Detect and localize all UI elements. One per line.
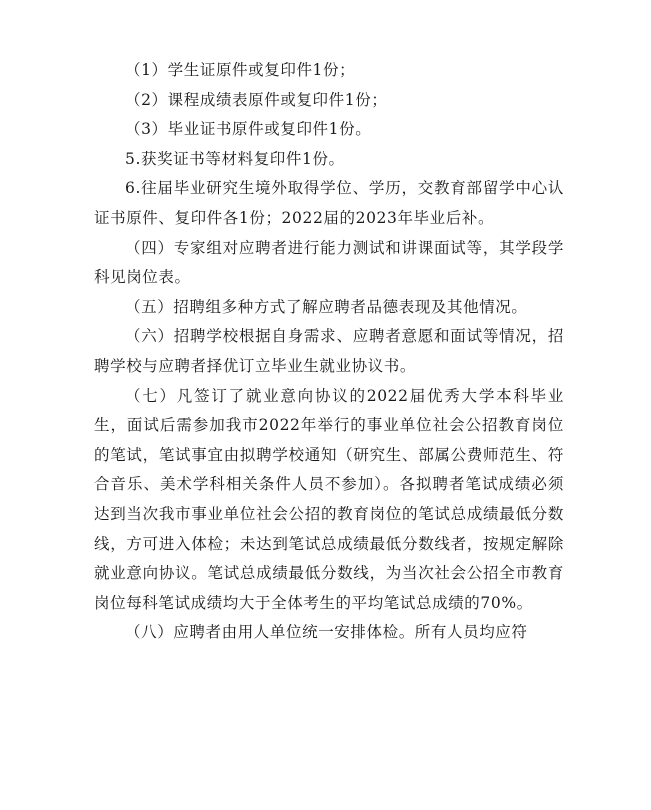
paragraph-section-6: （六）招聘学校根据自身需求、应聘者意愿和面试等情况，招聘学校与应聘者择优订立毕业生就业协议书。 (94, 327, 564, 375)
paragraph-section-8: （八）应聘者由用人单位统一安排体检。所有人员均应符 (125, 623, 528, 642)
document-page (94, 56, 564, 648)
paragraph-item-1: （1）学生证原件或复印件1份； (125, 61, 356, 79)
paragraph-section-5: （五）招聘组多种方式了解应聘者品德表现及其他情况。 (125, 297, 528, 316)
paragraph-item-6: 6.往届毕业研究生境外取得学位、学历，交教育部留学中心认证书原件、复印件各1份；2022届的2023年毕业后补。 (94, 179, 564, 227)
paragraph-item-5: 5.获奖证书等材料复印件1份。 (125, 149, 345, 168)
paragraph-section-4: （四）专家组对应聘者进行能力测试和讲课面试等，其学段学科见岗位表。 (94, 238, 564, 287)
paragraph-section-7: （七）凡签订了就业意向协议的2022届优秀大学本科毕业生，面试后需参加我市2022年举行的事业单位社会公招教育岗位的笔试，笔试事宜由拟聘学校通知（研究生、部属公费师范生、符合音乐、美术学科相关条件人员不参加）。各拟聘者笔试成绩必须达到当次我市事业单位社会公招的教育岗位的笔试总成绩最低分数线，方可进入体检；未达到笔试总成绩最低分数线者，按规定解除就业意向协议。笔试总成绩最低分数线，为当次社会公招全市教育岗位每科笔试成绩均大于全体考生的平均笔试总成绩的70%。 (94, 386, 564, 612)
paragraph-item-2: （2）课程成绩表原件或复印件1份； (125, 90, 388, 109)
paragraph-item-3: （3）毕业证书原件或复印件1份。 (125, 120, 372, 139)
